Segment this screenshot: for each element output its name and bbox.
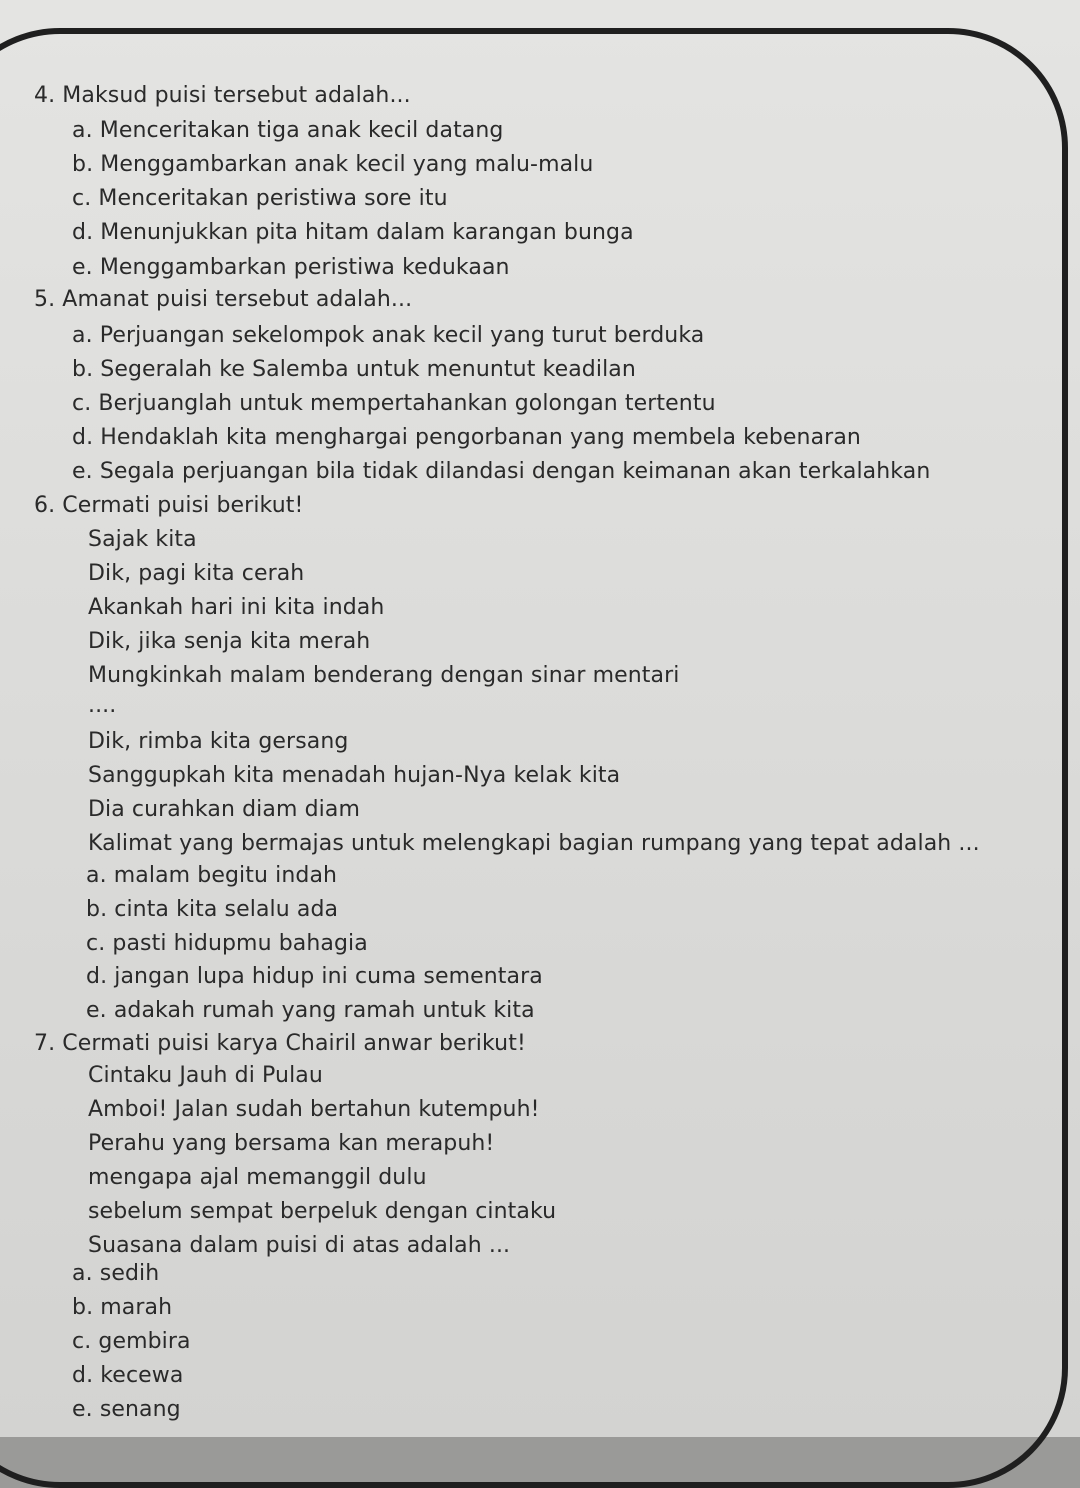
q7-option-c: c. gembira <box>72 1329 191 1354</box>
q6-poem-line-2: Dik, pagi kita cerah <box>88 561 305 586</box>
question-6: 6. Cermati puisi berikut! <box>34 493 304 518</box>
q5-option-d: d. Hendaklah kita menghargai pengorbanan yang membela kebenaran <box>72 425 861 450</box>
q5-option-b: b. Segeralah ke Salemba untuk menuntut keadilan <box>72 357 636 382</box>
question-5: 5. Amanat puisi tersebut adalah... <box>34 287 413 312</box>
q7-prompt: Suasana dalam puisi di atas adalah ... <box>88 1233 511 1258</box>
question-4: 4. Maksud puisi tersebut adalah... <box>34 83 411 108</box>
q6-option-d: d. jangan lupa hidup ini cuma sementara <box>86 964 543 989</box>
q4-option-d: d. Menunjukkan pita hitam dalam karangan bunga <box>72 220 634 245</box>
q7-poem-title: Cintaku Jauh di Pulau <box>88 1063 323 1088</box>
q4-option-c: c. Menceritakan peristiwa sore itu <box>72 186 448 211</box>
q7-option-b: b. marah <box>72 1295 173 1320</box>
q7-option-a: a. sedih <box>72 1261 160 1286</box>
q6-poem-line-8: Dia curahkan diam diam <box>88 797 360 822</box>
question-7: 7. Cermati puisi karya Chairil anwar berikut! <box>34 1031 526 1056</box>
q7-option-e: e. senang <box>72 1397 181 1422</box>
q7-poem-line-4: sebelum sempat berpeluk dengan cintaku <box>88 1199 557 1224</box>
q6-poem-line-1: Sajak kita <box>88 527 197 552</box>
q7-poem-line-2: Perahu yang bersama kan merapuh! <box>88 1131 495 1156</box>
q6-option-a: a. malam begitu indah <box>86 863 338 888</box>
q6-option-b: b. cinta kita selalu ada <box>86 897 339 922</box>
q6-poem-line-7: Sanggupkah kita menadah hujan-Nya kelak kita <box>88 763 621 788</box>
q7-poem-line-1: Amboi! Jalan sudah bertahun kutempuh! <box>88 1097 540 1122</box>
q6-poem-line-6: Dik, rimba kita gersang <box>88 729 349 754</box>
q4-option-b: b. Menggambarkan anak kecil yang malu-malu <box>72 152 594 177</box>
q5-option-a: a. Perjuangan sekelompok anak kecil yang turut berduka <box>72 323 705 348</box>
q5-option-e: e. Segala perjuangan bila tidak dilandasi dengan keimanan akan terkalahkan <box>72 459 931 484</box>
q4-option-a: a. Menceritakan tiga anak kecil datang <box>72 118 504 143</box>
q5-option-c: c. Berjuanglah untuk mempertahankan golongan tertentu <box>72 391 716 416</box>
q6-poem-line-5: Mungkinkah malam benderang dengan sinar mentari <box>88 663 680 688</box>
q6-option-e: e. adakah rumah yang ramah untuk kita <box>86 998 535 1023</box>
q4-option-e: e. Menggambarkan peristiwa kedukaan <box>72 255 510 280</box>
q7-option-d: d. kecewa <box>72 1363 184 1388</box>
q6-option-c: c. pasti hidupmu bahagia <box>86 931 368 956</box>
q6-poem-line-3: Akankah hari ini kita indah <box>88 595 385 620</box>
q6-poem-blank: .... <box>88 693 117 718</box>
q6-prompt: Kalimat yang bermajas untuk melengkapi bagian rumpang yang tepat adalah ... <box>88 831 980 856</box>
q7-poem-line-3: mengapa ajal memanggil dulu <box>88 1165 427 1190</box>
q6-poem-line-4: Dik, jika senja kita merah <box>88 629 371 654</box>
